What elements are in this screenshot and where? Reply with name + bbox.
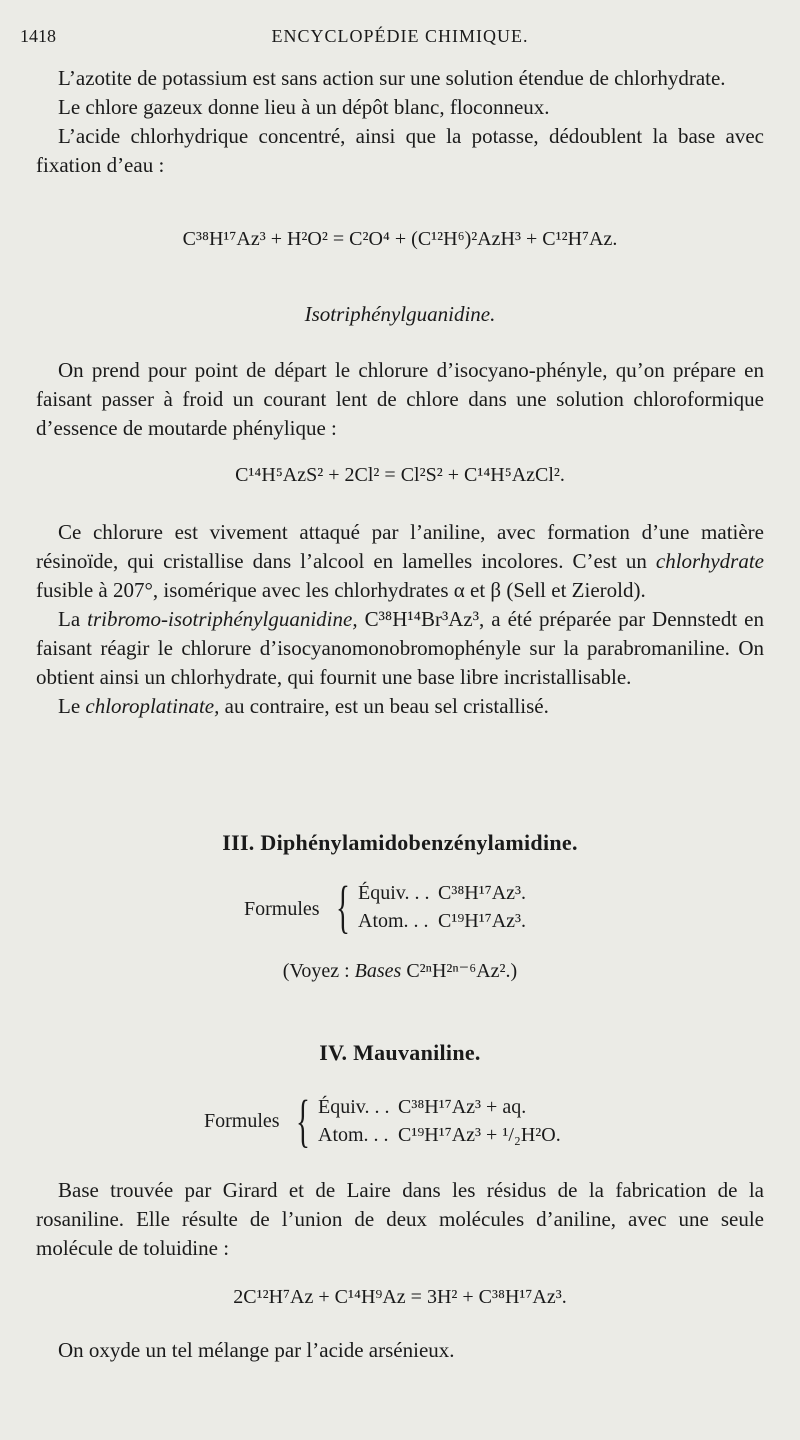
paragraph-text: Le chloroplatinate, au contraire, est un beau sel cristallisé.	[58, 694, 549, 718]
section-heading-iii: III. Diphénylamidobenzénylamidine.	[222, 830, 578, 855]
term-tribromo: tribromo-isotriphénylguanidine,	[87, 607, 358, 631]
paragraph-azotite	[36, 64, 764, 180]
paragraph-text: On prend pour point de départ le chlorure d’isocyano-phényle, qu’on prépare en faisant passer à froid un courant lent de chlore dans une solution chloroformique d’essence de moutarde phénylique :	[36, 358, 764, 440]
brace-icon: {	[336, 874, 350, 939]
formula-row-equiv: Équiv. . . C³⁸H¹⁷Az³.	[358, 882, 527, 904]
equation-hydrolysis: C³⁸H¹⁷Az³ + H²O² = C²O⁴ + (C¹²H⁶)²AzH³ + C¹²H⁷Az.	[182, 228, 618, 250]
formules-label: Formules	[244, 898, 320, 920]
paragraph-text: Le chlore gazeux donne lieu à un dépôt blanc, floconneux.	[58, 95, 550, 119]
running-title: ENCYCLOPÉDIE CHIMIQUE.	[271, 26, 529, 46]
formula-row-equiv: Équiv. . . C³⁸H¹⁷Az³ + aq.	[318, 1096, 527, 1118]
paragraph-text: Base trouvée par Girard et de Laire dans les résidus de la fabrication de la rosaniline. Elle résulte de l’union de deux molécules d’aniline, avec une seule molécule de toluidine :	[36, 1178, 764, 1260]
brace-icon: {	[296, 1088, 310, 1153]
formules-label: Formules	[204, 1110, 280, 1132]
paragraph-text: L’azotite de potassium est sans action sur une solution étendue de chlorhydrate.	[58, 66, 726, 90]
formula-block-iv	[204, 1088, 624, 1153]
paragraph-text: Ce chlorure est vivement attaqué par l’aniline, avec formation d’une matière résinoïde, qui cristallise dans l’alcool en lamelles incolores. C’est un chlorhydrate fusible à 207°, isomérique avec les chlorhydrates α et β (Sell et Zierold).	[36, 520, 764, 602]
page-number: 1418	[20, 26, 56, 46]
paragraph-oxydation	[36, 1336, 764, 1365]
paragraph-chlorure	[36, 356, 764, 443]
formula-row-atom: Atom. . . C¹⁹H¹⁷Az³.	[358, 910, 527, 932]
paragraph-text: On oxyde un tel mélange par l’acide arsénieux.	[58, 1338, 455, 1362]
cross-reference: (Voyez : Bases C²ⁿH²ⁿ⁻⁶Az².)	[282, 960, 518, 982]
formula-row-atom: Atom. . . C¹⁹H¹⁷Az³ + ¹/₂H²O.	[318, 1124, 561, 1146]
section-heading-iv: IV. Mauvaniline.	[319, 1040, 481, 1065]
term-chlorhydrate: chlorhydrate	[655, 549, 764, 573]
running-header	[20, 26, 780, 52]
paragraph-text: L’acide chlorhydrique concentré, ainsi que la potasse, dédoublent la base avec fixation d’eau :	[36, 124, 764, 177]
paragraph-aniline	[36, 518, 764, 721]
paragraph-text: La tribromo-isotriphénylguanidine, C³⁸H¹⁴Br³Az³, a été préparée par Dennstedt en faisant réagir le chlorure d’isocyanomonobromophényle sur la parabromaniline. On obtient ainsi un chlorhydrate, qui fournit une base libre incristallisable.	[36, 607, 764, 689]
equation-chlorination: C¹⁴H⁵AzS² + 2Cl² = Cl²S² + C¹⁴H⁵AzCl².	[235, 464, 565, 486]
term-chloroplatinate: chloroplatinate,	[85, 694, 220, 718]
paragraph-girard	[36, 1176, 764, 1263]
subheading-isotriphenylguanidine: Isotriphénylguanidine.	[304, 302, 496, 326]
formula-block-iii	[244, 874, 624, 939]
equation-mauvaniline: 2C¹²H⁷Az + C¹⁴H⁹Az = 3H² + C³⁸H¹⁷Az³.	[233, 1286, 567, 1308]
